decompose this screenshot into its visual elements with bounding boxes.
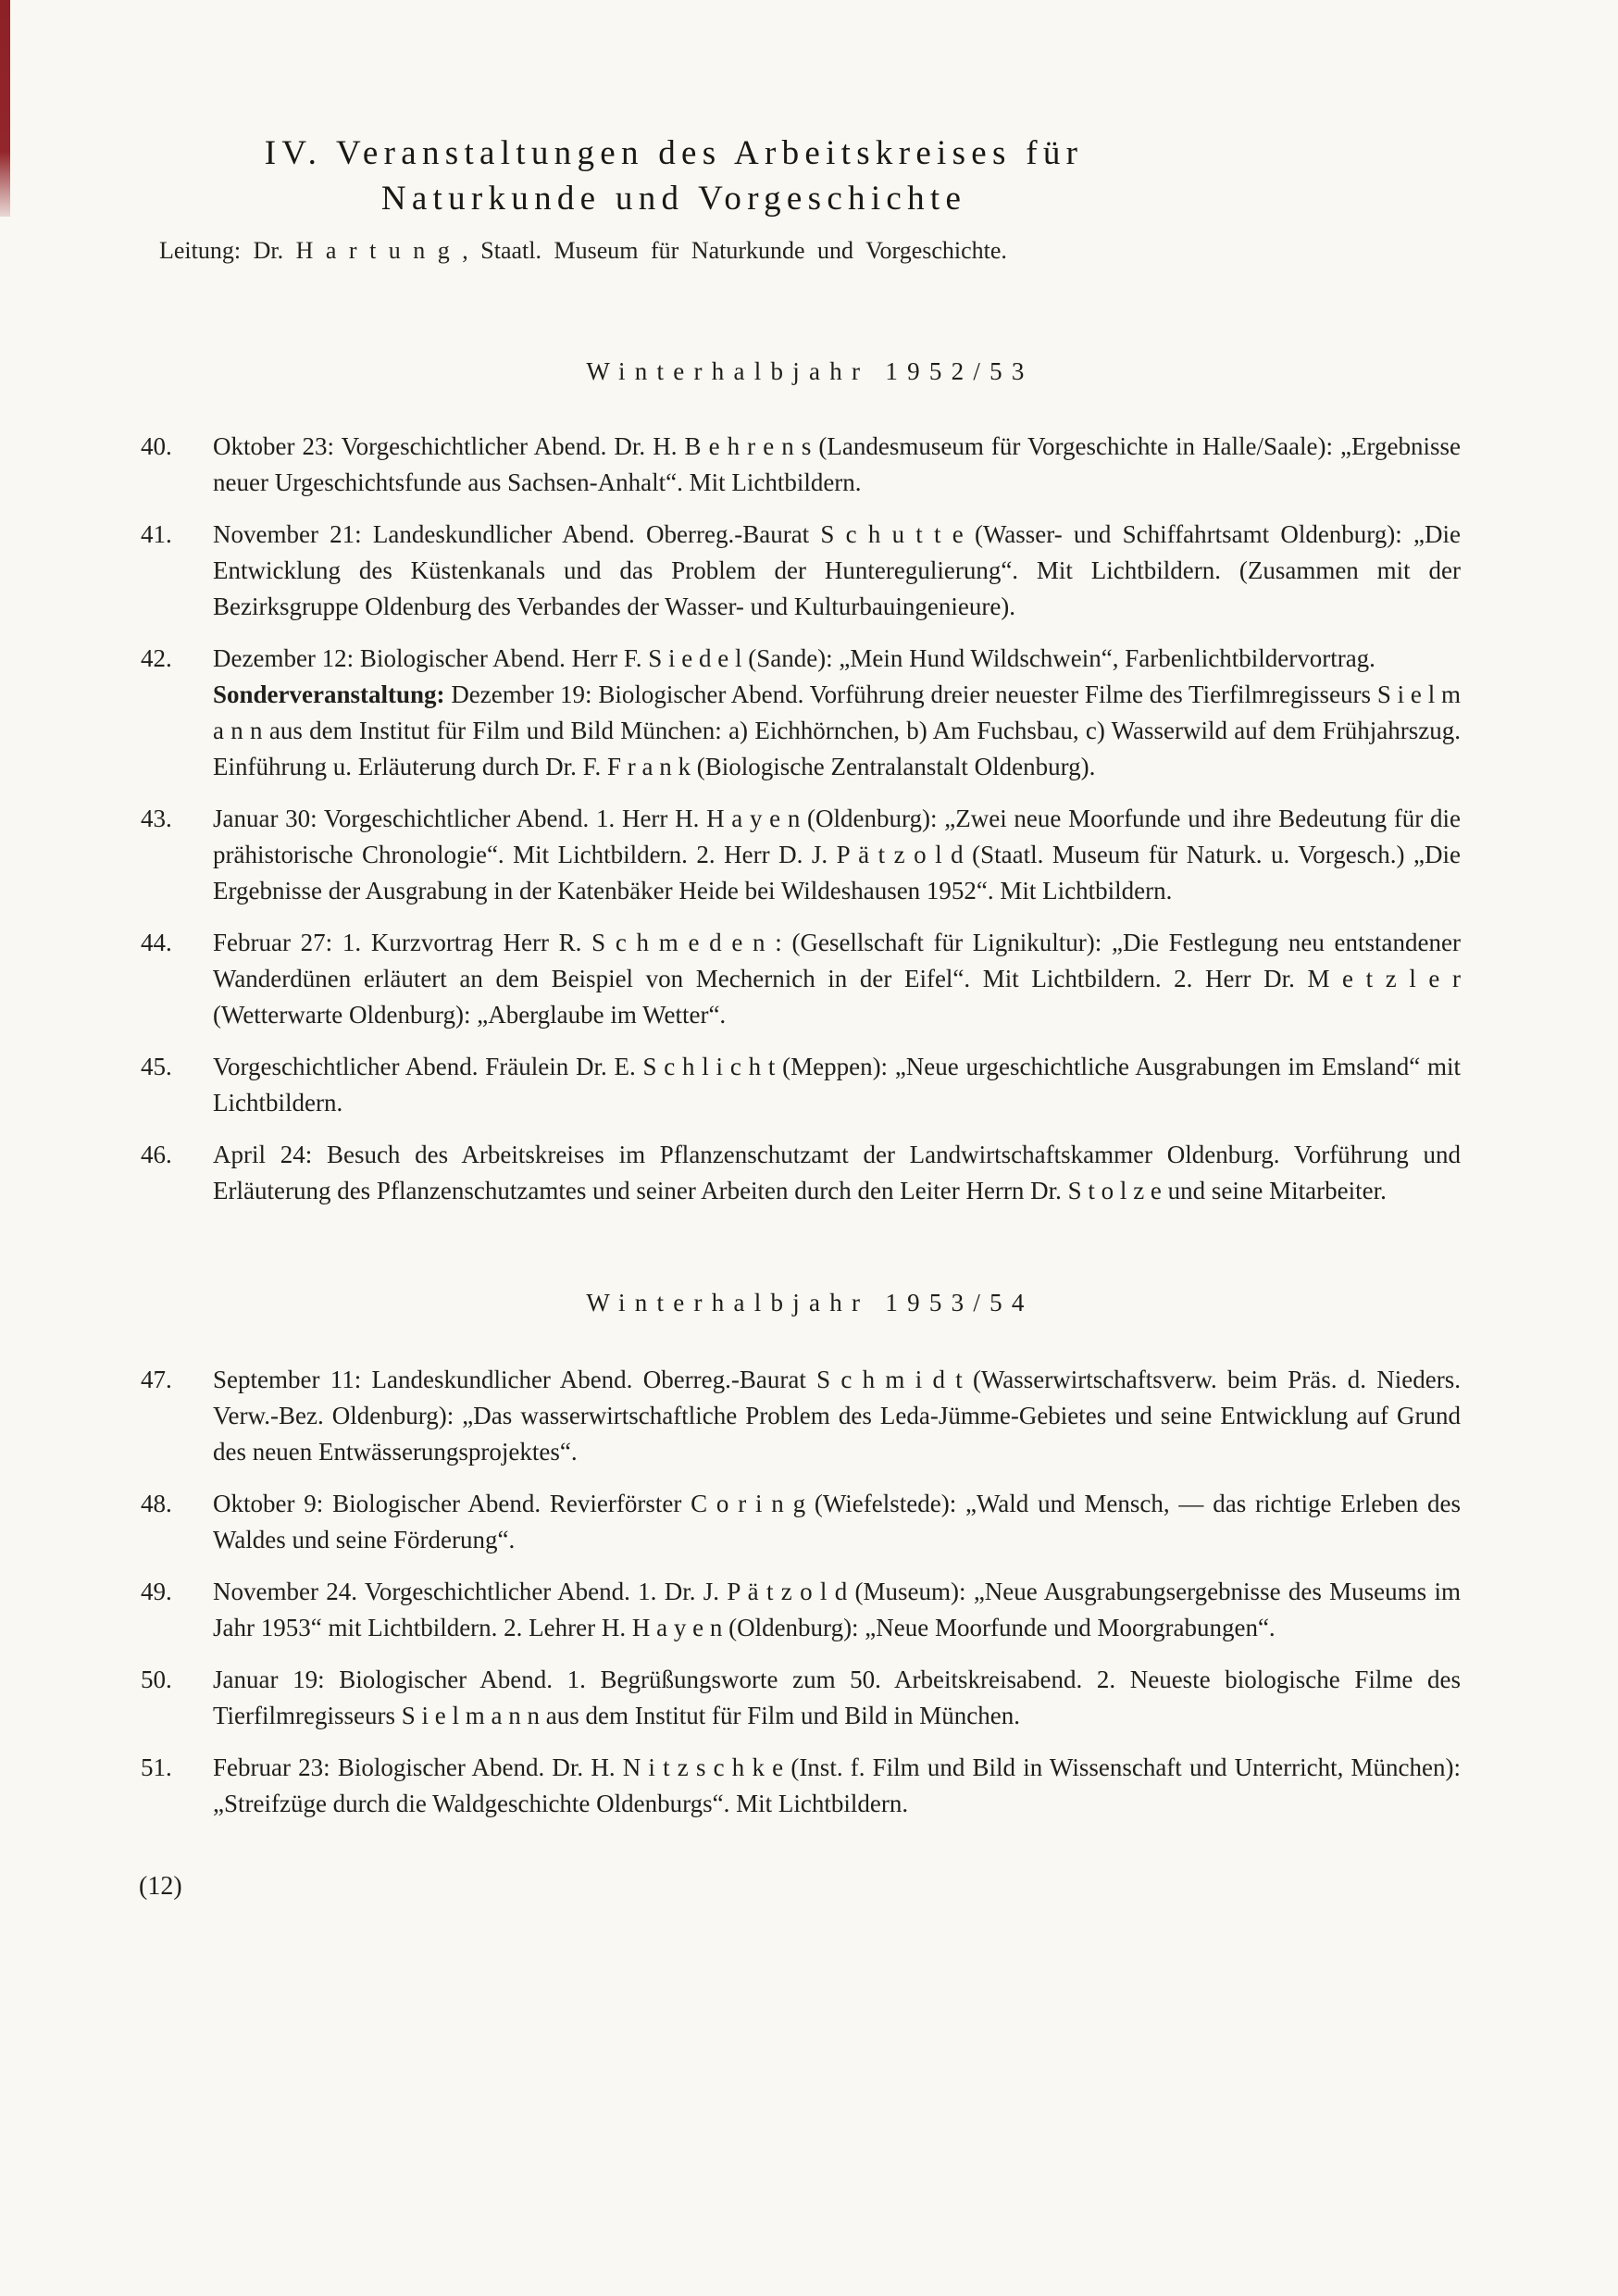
item-text: November 24. Vorgeschichtlicher Abend. 1. Dr. J. P ä t z o l d (Museum): „Neue Ausgrabungsergebnisse des Museums im Jahr 1953“ mit Lichtbildern. 2. Lehrer H. H a y e n (Oldenburg): „Neue Moorfunde und Moorgrabungen“. <box>213 1577 1461 1641</box>
item-number: 50. <box>141 1665 172 1693</box>
document-subtitle: Leitung: Dr. H a r t u n g , Staatl. Museum für Naturkunde und Vorgeschichte. <box>159 236 1007 264</box>
item-body <box>213 925 1461 1033</box>
page-title-line-1: IV. Veranstaltungen des Arbeitskreises für <box>264 134 1084 172</box>
item-body <box>213 1750 1461 1822</box>
item-body <box>213 641 1461 785</box>
item-text: Januar 30: Vorgeschichtlicher Abend. 1. Herr H. H a y e n (Oldenburg): „Zwei neue Moorfunde und ihre Bedeutung für die prähistorische Chronologie“. Mit Lichtbildern. 2. Herr D. J. P ä t z o l d (Staatl. Museum für Naturk. u. Vorgesch.) „Die Ergebnisse der Ausgrabung in der Katenbäker Heide bei Wildeshausen 1952“. Mit Lichtbildern. <box>213 804 1461 905</box>
item-text: Februar 27: 1. Kurzvortrag Herr R. S c h m e d e n : (Gesellschaft für Lignikultur): „Die Festlegung neu entstandener Wanderdünen erläutert an dem Beispiel von Mechernich in der Eifel“. Mit Lichtbildern. 2. Herr Dr. M e t z l e r (Wetterwarte Oldenburg): „Aberglaube im Wetter“. <box>213 928 1461 1029</box>
item-number: 41. <box>141 519 172 548</box>
item-number: 44. <box>141 928 172 956</box>
event-item-50 <box>141 1662 1461 1734</box>
item-text: April 24: Besuch des Arbeitskreises im Pflanzenschutzamt der Landwirtschaftskammer Oldenburg. Vorführung und Erläuterung des Pflanzenschutzamtes und seiner Arbeiten durch den Leiter Herrn Dr. S t o l z e und seine Mitarbeiter. <box>213 1140 1461 1204</box>
item-text: September 11: Landeskundlicher Abend. Oberreg.-Baurat S c h m i d t (Wasserwirtschaftsverw. beim Präs. d. Nieders. Verw.-Bez. Oldenburg): „Das wasserwirtschaftliche Problem des Leda-Jümme-Gebietes und seine Entwicklung auf Grund des neuen Entwässerungsprojektes“. <box>213 1365 1461 1466</box>
item-number: 51. <box>141 1753 172 1781</box>
item-body <box>213 429 1461 501</box>
page-title <box>159 131 1189 222</box>
item-number: 47. <box>141 1365 172 1393</box>
special-event-paragraph <box>213 677 1461 785</box>
item-number: 42. <box>141 643 172 672</box>
scan-edge-artifact <box>0 0 10 217</box>
event-item-47 <box>141 1362 1461 1470</box>
item-body <box>213 1662 1461 1734</box>
item-body <box>213 1486 1461 1558</box>
item-body <box>213 801 1461 909</box>
item-number: 45. <box>141 1052 172 1080</box>
section-heading-winter-1953-54: Winterhalbjahr 1953/54 <box>586 1288 1034 1316</box>
item-body <box>213 517 1461 625</box>
special-event-label: Sonderveranstaltung: <box>213 680 445 708</box>
event-item-44 <box>141 925 1461 1033</box>
event-item-46 <box>141 1137 1461 1209</box>
item-text: Oktober 23: Vorgeschichtlicher Abend. Dr. H. B e h r e n s (Landesmuseum für Vorgeschichte in Halle/Saale): „Ergebnisse neuer Urgeschichtsfunde aus Sachsen-Anhalt“. Mit Lichtbildern. <box>213 431 1461 496</box>
event-item-41 <box>141 517 1461 625</box>
event-item-42 <box>141 641 1461 785</box>
item-number: 48. <box>141 1489 172 1517</box>
item-text: November 21: Landeskundlicher Abend. Oberreg.-Baurat S c h u t t e (Wasser- und Schiffahrtsamt Oldenburg): „Die Entwicklung des Küstenkanals und das Problem der Hunteregulierung“. Mit Lichtbildern. (Zusammen mit der Bezirksgruppe Oldenburg des Verbandes der Wasser- und Kulturbauingenieure). <box>213 519 1461 620</box>
page-number: (12) <box>139 1871 182 1901</box>
item-body <box>213 1362 1461 1470</box>
item-text: Oktober 9: Biologischer Abend. Revierförster C o r i n g (Wiefelstede): „Wald und Mensch, — das richtige Erleben des Waldes und seine Förderung“. <box>213 1489 1461 1554</box>
item-number: 49. <box>141 1577 172 1605</box>
item-number: 40. <box>141 431 172 460</box>
event-item-45 <box>141 1049 1461 1121</box>
event-item-40 <box>141 429 1461 501</box>
item-number: 43. <box>141 804 172 832</box>
item-number: 46. <box>141 1140 172 1168</box>
page-title-line-2: Naturkunde und Vorgeschichte <box>380 179 967 218</box>
special-event-text: Dezember 19: Biologischer Abend. Vorführung dreier neuester Filme des Tierfilmregisseurs S i e l m a n n aus dem Institut für Film und Bild München: a) Eichhörnchen, b) Am Fuchsbau, c) Wasserwild auf dem Frühjahrszug. Einführung u. Erläuterung durch Dr. F. F r a n k (Biologische Zentralanstalt Oldenburg). <box>213 680 1461 780</box>
item-body <box>213 1574 1461 1646</box>
event-item-43 <box>141 801 1461 909</box>
item-text: Vorgeschichtlicher Abend. Fräulein Dr. E. S c h l i c h t (Meppen): „Neue urgeschichtliche Ausgrabungen im Emsland“ mit Lichtbildern. <box>213 1052 1461 1117</box>
item-text: Dezember 12: Biologischer Abend. Herr F. S i e d e l (Sande): „Mein Hund Wildschwein“, Farbenlichtbildervortrag. <box>213 643 1375 672</box>
event-item-51 <box>141 1750 1461 1822</box>
item-text: Januar 19: Biologischer Abend. 1. Begrüßungsworte zum 50. Arbeitskreisabend. 2. Neueste biologische Filme des Tierfilmregisseurs S i e l m a n n aus dem Institut für Film und Bild in München. <box>213 1665 1461 1729</box>
item-body <box>213 1137 1461 1209</box>
item-body <box>213 1049 1461 1121</box>
event-item-49 <box>141 1574 1461 1646</box>
item-text: Februar 23: Biologischer Abend. Dr. H. N i t z s c h k e (Inst. f. Film und Bild in Wissenschaft und Unterricht, München): „Streifzüge durch die Waldgeschichte Oldenburgs“. Mit Lichtbildern. <box>213 1753 1461 1817</box>
event-item-48 <box>141 1486 1461 1558</box>
section-heading-winter-1952-53: Winterhalbjahr 1952/53 <box>586 356 1034 385</box>
